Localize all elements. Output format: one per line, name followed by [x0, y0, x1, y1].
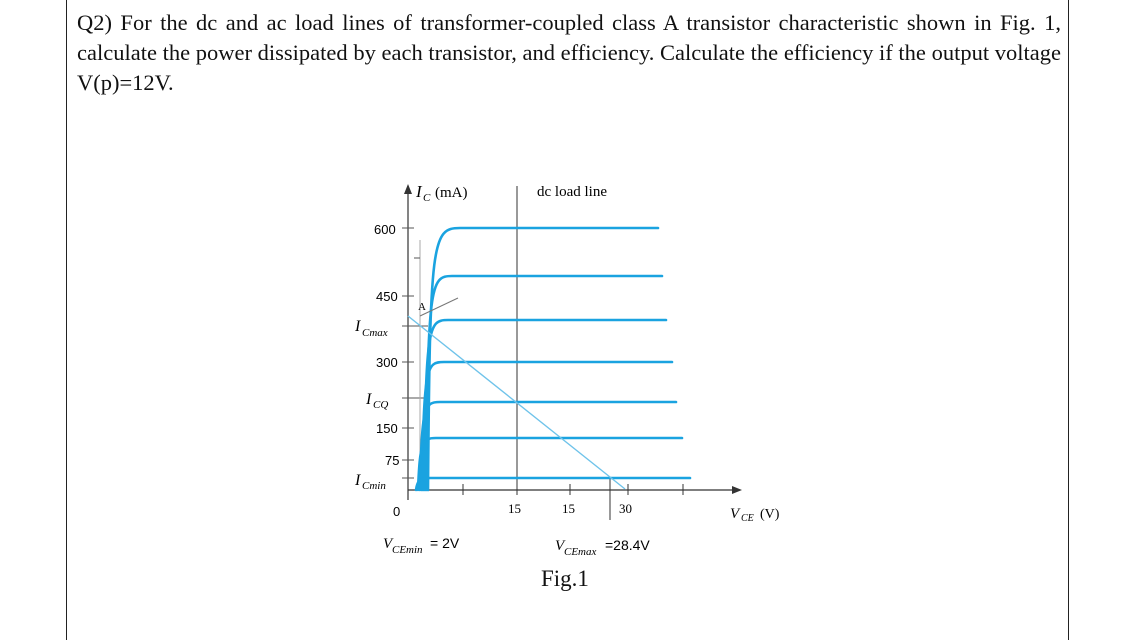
- vcemax-value: =28.4V: [605, 537, 650, 553]
- question-text: Q2) For the dc and ac load lines of transformer-coupled class A transistor characteristic shown in Fig. 1, calculate the power dissipated by each transistor, and efficiency. Calculate the efficiency if the output voltage V(p)=12V.: [77, 10, 1061, 95]
- y-tick-300: 300: [376, 355, 398, 370]
- icq-sub: CQ: [373, 399, 389, 411]
- x-axis-arrow: [732, 486, 742, 494]
- figure-caption: Fig.1: [541, 566, 589, 591]
- y-axis-label: I: [416, 182, 422, 201]
- icmin-sub: Cmin: [362, 480, 386, 492]
- vcemin-sub: CEmin: [392, 544, 423, 556]
- x-axis-label-unit: (V): [760, 507, 780, 522]
- icmax-sub: Cmax: [362, 327, 388, 339]
- dc-load-line-label: dc load line: [537, 184, 607, 200]
- vcemin-label: V: [383, 536, 393, 552]
- curve-3: [424, 320, 666, 490]
- curve-7: [416, 478, 690, 490]
- x-tick-label-3: 30: [619, 501, 632, 516]
- y-tick-600: 600: [374, 222, 396, 237]
- point-a-label: A: [418, 301, 426, 313]
- icmax-label: I: [355, 318, 361, 335]
- icmin-label: I: [355, 472, 361, 489]
- x-axis-label-sub: CE: [741, 513, 754, 524]
- icq-label: I: [366, 391, 372, 408]
- y-tick-0: 0: [393, 504, 401, 519]
- curve-2: [426, 276, 662, 490]
- x-tick-label-2: 15: [562, 501, 575, 516]
- y-tick-450: 450: [376, 289, 398, 304]
- curve-6: [418, 438, 682, 490]
- characteristic-curves: [416, 228, 690, 490]
- vcemax-sub: CEmax: [564, 546, 597, 558]
- y-tick-75: 75: [385, 453, 400, 468]
- y-axis-label-unit: (mA): [435, 185, 468, 201]
- y-tick-150: 150: [376, 421, 398, 436]
- vcemax-label: V: [555, 538, 565, 554]
- vcemin-value: = 2V: [430, 535, 460, 551]
- x-tick-label-1: 15: [508, 501, 521, 516]
- y-axis-arrow: [404, 184, 412, 194]
- y-axis-label-sub: C: [423, 192, 431, 204]
- x-axis-label: V: [730, 506, 740, 522]
